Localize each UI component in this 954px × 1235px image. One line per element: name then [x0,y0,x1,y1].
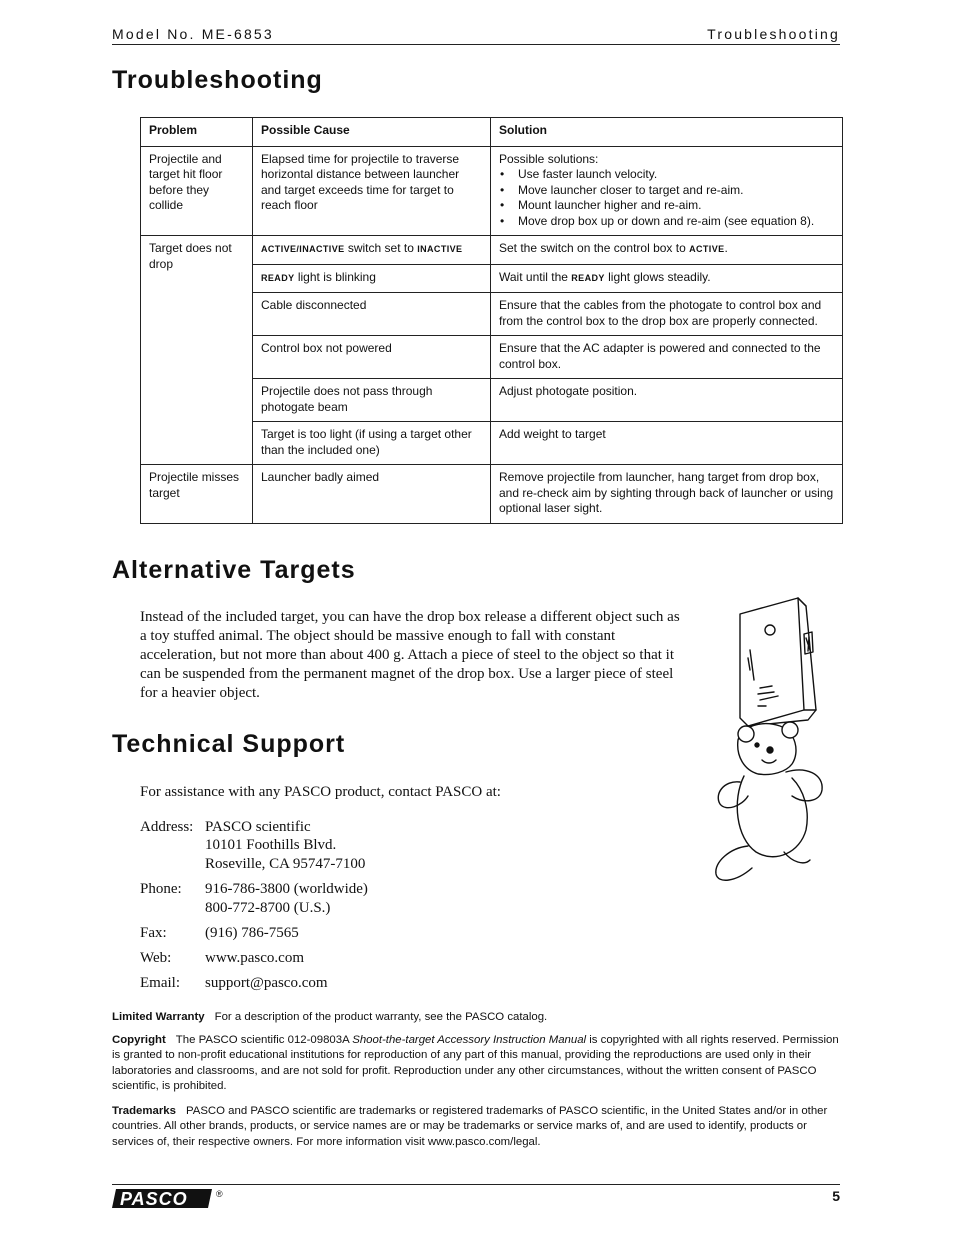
warranty-label: Limited Warranty [112,1011,205,1023]
cause-cell: READY light is blinking [253,264,491,293]
list-item: • Mount launcher higher and re-aim. [499,198,834,214]
header-section-title: Troubleshooting [707,26,840,42]
running-header [112,26,840,45]
phone-label: Phone: [140,881,182,897]
trademarks-text: PASCO and PASCO scientific are trademarks or registered trademarks of PASCO scientific, in the United States and/or in other countries. All other brands, products, or service names are or may be trademarks or service marks of, and are used to identify, products or services of, their respective owners. For more information visit www.pasco.com/legal. [112,1105,828,1148]
cause-cell: Projectile does not pass through photogate beam [253,379,491,422]
col-header-problem: Problem [141,118,253,147]
cause-cell: Target is too light (if using a target other than the included one) [253,422,491,465]
solution-cell: Set the switch on the control box to ACTIVE. [491,236,843,265]
copyright: Copyright The PASCO scientific 012-09803A Shoot-the-target Accessory Instruction Manual is copyrighted with all rights reserved. Permission is granted to non-profit educational institutions for reproduction of any part of this manual, providing the reproductions are used only in their laboratories and classrooms, and are not sold for profit. Reproduction under any other circumstances, without the written consent of PASCO scientific, is prohibited. [112,1034,839,1093]
address-line: 10101 Foothills Blvd. [205,837,337,853]
web-link[interactable]: www.pasco.com [205,950,305,966]
address-label: Address: [140,819,194,835]
assistance-intro: For assistance with any PASCO product, contact PASCO at: [140,784,501,800]
problem-cell: Projectile and target hit floor before they collide [141,146,253,236]
alternative-targets-body: Instead of the included target, you can have the drop box release a different object such as a toy stuffed animal. The object should be massive enough to fall with constant acceleration, but not more than about 400 g. Attach a piece of steel to the object so that it can be suspended from the permanent magnet of the drop box. Use a larger piece of steel for a heavier object. [140,609,680,701]
solution-intro: Possible solutions: [499,151,599,166]
solution-list [499,167,834,229]
web-label: Web: [140,950,172,966]
table-row [141,465,843,524]
model-number: Model No. ME-6853 [112,26,274,42]
teddy-bear-drop-box-illustration [700,590,830,890]
col-header-cause: Possible Cause [253,118,491,147]
address-line: PASCO scientific [205,819,311,835]
problem-cell: Target does not drop [141,236,253,465]
cause-cell: Control box not powered [253,336,491,379]
svg-text:®: ® [216,1189,223,1199]
col-header-solution: Solution [491,118,843,147]
cause-cell: ACTIVE/INACTIVE switch set to INACTIVE [253,236,491,265]
svg-text:PASCO: PASCO [120,1189,188,1209]
cause-cell: Cable disconnected [253,293,491,336]
solution-cell: Wait until the READY light glows steadily. [491,264,843,293]
cause-cell: Elapsed time for projectile to traverse horizontal distance between launcher and target exceeds time for target to reach floor [253,146,491,236]
email-label: Email: [140,975,180,991]
pasco-logo [112,1187,230,1211]
phone-worldwide: 916-786-3800 (worldwide) [205,881,368,897]
trademarks-label: Trademarks [112,1105,176,1117]
address-line: Roseville, CA 95747-7100 [205,856,366,872]
solution-cell: Ensure that the AC adapter is powered and connected to the control box. [491,336,843,379]
problem-cell: Projectile misses target [141,465,253,524]
page-number: 5 [832,1188,840,1204]
alternative-targets-heading: Alternative Targets [112,556,356,584]
list-item: • Move launcher closer to target and re-aim. [499,183,834,199]
limited-warranty [112,1010,840,1025]
table-row [141,236,843,265]
troubleshooting-table [140,117,843,524]
technical-support-heading: Technical Support [112,730,346,758]
solution-cell [491,146,843,236]
page-footer [112,1184,840,1213]
solution-cell: Adjust photogate position. [491,379,843,422]
trademarks [112,1104,840,1150]
table-row [141,146,843,236]
troubleshooting-heading: Troubleshooting [112,66,323,94]
solution-cell: Add weight to target [491,422,843,465]
solution-cell: Ensure that the cables from the photogate to control box and from the control box to the drop box are properly connected. [491,293,843,336]
table-header-row [141,118,843,147]
copyright-label: Copyright [112,1034,166,1046]
solution-cell: Remove projectile from launcher, hang target from drop box, and re-check aim by sighting through back of launcher or using optional laser sight. [491,465,843,524]
warranty-text: For a description of the product warranty, see the PASCO catalog. [214,1011,548,1023]
phone-us: 800-772-8700 (U.S.) [205,900,331,916]
list-item: • Move drop box up or down and re-aim (see equation 8). [499,214,834,230]
fax-number: (916) 786-7565 [205,925,299,941]
list-item: • Use faster launch velocity. [499,167,834,183]
manual-title: Shoot-the-target Accessory Instruction Manual [352,1034,587,1046]
email-link[interactable]: support@pasco.com [205,975,328,991]
fax-label: Fax: [140,925,167,941]
cause-cell: Launcher badly aimed [253,465,491,524]
